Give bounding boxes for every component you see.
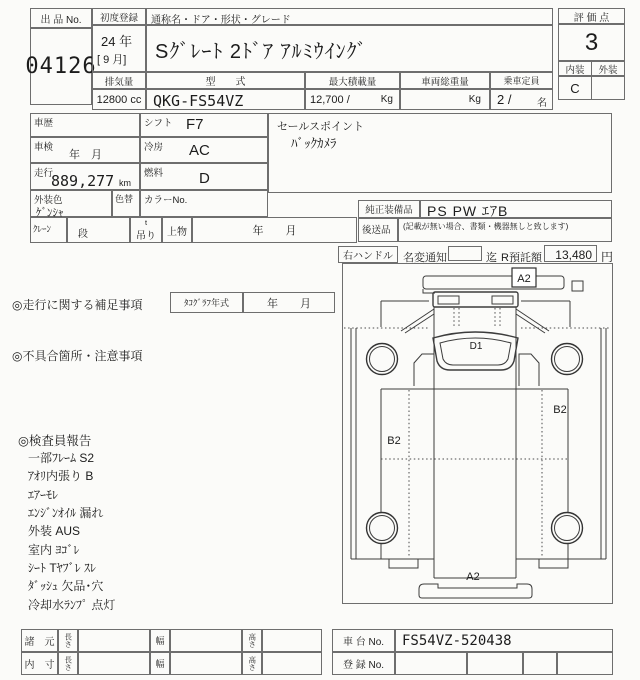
interior-header	[558, 61, 592, 76]
ext-color-value: ｹﾞﾝｼｬ	[36, 207, 64, 219]
first-reg-box	[92, 25, 146, 72]
defect-title: ◎不具合箇所・注意事項	[12, 349, 143, 363]
recycle-value: 13,480	[555, 248, 592, 262]
model-cell	[146, 89, 305, 110]
score-header	[558, 8, 625, 24]
interior-grade: C	[570, 80, 580, 96]
sales-point-box	[268, 113, 612, 193]
capacity-unit: 名	[537, 98, 547, 109]
first-reg-month: [ 9 月]	[97, 54, 127, 66]
capacity-header	[490, 72, 553, 89]
mileage-cell	[30, 163, 140, 190]
payload-header	[305, 72, 400, 89]
tacho-label: ﾀｺｸﾞﾗﾌ年式	[183, 298, 229, 308]
length-label: 長さ	[63, 633, 73, 648]
mileage-label: 走行	[34, 168, 54, 179]
fuel-cell	[140, 163, 268, 190]
wheel-rear-left	[367, 513, 398, 544]
reg-cell-1	[395, 652, 467, 675]
body-type-cell	[162, 217, 192, 243]
inspection-label: 車検	[34, 142, 54, 153]
history-cell	[30, 113, 140, 137]
first-reg-year: 24 年	[101, 34, 133, 49]
handle-label: 右ハンドル	[343, 251, 393, 262]
spec-width-header	[150, 629, 170, 652]
mud-flap-right	[539, 559, 568, 568]
oem-label: 純正装備品	[365, 205, 413, 216]
fuel-value: D	[199, 170, 210, 187]
sales-point-value: ﾊﾞｯｸｶﾒﾗ	[291, 136, 337, 151]
wheel-front-right	[552, 344, 583, 375]
length-label: 長さ	[63, 656, 73, 671]
cab-dotted-lines	[454, 308, 500, 327]
oem-value: PS PW ｴｱB	[427, 203, 509, 219]
displacement-label: 排気量	[104, 76, 134, 88]
inspector-item: ｴﾝｼﾞﾝｵｲﾙ 漏れ	[28, 506, 104, 520]
recycle-box	[544, 245, 597, 262]
exterior-label: 外装	[598, 64, 618, 76]
crane-lift-label: 吊り	[136, 231, 156, 242]
inspection-value: 年 月	[69, 149, 102, 161]
inner-width-cell	[170, 652, 242, 675]
vehicle-name-label: 通称名・ドア・形状・グレード	[151, 15, 291, 26]
recycle-label: R預託額	[501, 252, 542, 264]
payload-value: 12,700 /	[310, 94, 350, 106]
tacho-label-cell	[170, 292, 243, 313]
repaint-cell	[112, 190, 140, 217]
shift-value: F7	[186, 116, 204, 133]
fuel-label: 燃料	[144, 168, 164, 179]
vehicle-name-box	[146, 25, 553, 72]
oem-label-cell	[358, 200, 420, 218]
lot-no-box	[25, 28, 97, 105]
vehicle-name-header	[146, 8, 553, 25]
inspector-item: 外装 AUS	[28, 524, 81, 538]
cab-roof	[433, 292, 518, 307]
gvw-label: 車両総重量	[421, 76, 469, 88]
oem-value-cell	[420, 200, 612, 218]
inspector-item: 冷却水ﾗﾝﾌﾟ 点灯	[28, 598, 116, 612]
shift-cell	[140, 113, 268, 137]
front-bumper	[423, 276, 564, 289]
inspector-title: ◎検査員報告	[18, 434, 92, 448]
interior-label: 内装	[565, 64, 585, 76]
model-label: 型 式	[205, 77, 246, 88]
height-label: 高さ	[247, 633, 257, 648]
tacho-value: 年 月	[267, 297, 311, 310]
width-label: 幅	[155, 636, 165, 646]
later-label: 後送品	[362, 225, 391, 236]
lot-no-header	[30, 8, 92, 28]
damage-label-b2-left: B2	[387, 435, 401, 447]
payload-cell	[305, 89, 400, 110]
inner-row-label	[21, 652, 58, 675]
vehicle-name-value: Sｸﾞﾚｰﾄ 2ﾄﾞｱ ｱﾙﾐｳｲﾝｸﾞ	[155, 41, 368, 63]
reg-label-cell	[332, 652, 395, 675]
spec-label: 諸 元	[24, 637, 55, 648]
cab-window-left	[438, 296, 459, 304]
wheel-rear-right	[552, 513, 583, 544]
reg-cell-2	[467, 652, 523, 675]
inner-height-cell	[262, 652, 322, 675]
shoulder-lines	[381, 301, 570, 327]
capacity-label: 乗車定員	[503, 76, 540, 86]
name-change-box	[448, 246, 482, 261]
rear-bumper	[419, 584, 532, 598]
crane-step-cell	[67, 217, 130, 243]
mud-flap-left	[389, 559, 418, 568]
ext-color-cell	[30, 190, 112, 217]
inspection-cell	[30, 137, 140, 163]
reg-label: 登 録 No.	[342, 660, 385, 671]
inspector-item: ｴｱｰﾓﾚ	[28, 488, 59, 502]
history-label: 車歴	[34, 118, 54, 129]
later-note-cell	[398, 218, 612, 242]
spec-row-label	[21, 629, 58, 652]
gvw-unit: Kg	[468, 94, 481, 105]
lot-no-label: 出 品 No.	[40, 14, 82, 26]
cargo-dotted-lines	[381, 390, 568, 558]
width-label: 幅	[155, 659, 165, 669]
ac-label: 冷房	[144, 142, 164, 153]
crane-cell	[30, 217, 67, 243]
exterior-grade-cell	[591, 76, 625, 100]
score-box	[558, 24, 625, 61]
body-date-value: 年 月	[252, 225, 297, 237]
ext-color-label: 外装色	[34, 195, 63, 206]
cab-window-right	[492, 296, 513, 304]
yen-label: 円	[601, 250, 614, 264]
model-header	[146, 72, 305, 89]
inspector-item: ﾀﾞｯｼｭ 欠品･穴	[28, 579, 104, 593]
inspector-item: ｱｵﾘ内張り B	[28, 469, 94, 483]
crane-step-label: 段	[78, 229, 88, 240]
payload-label: 最大積載量	[328, 76, 377, 88]
ac-cell	[140, 137, 268, 163]
gvw-header	[400, 72, 490, 89]
height-label: 高さ	[247, 656, 257, 671]
spec-length-cell	[78, 629, 150, 652]
damage-label-d1: D1	[469, 341, 483, 352]
damage-label-a2-top: A2	[517, 273, 531, 285]
score-label: 評 価 点	[573, 12, 610, 24]
displacement-cell	[92, 89, 146, 110]
first-reg-label: 初度登録	[99, 12, 138, 24]
crane-label: ｸﾚｰﾝ	[33, 224, 52, 234]
mirror-arms	[401, 309, 549, 333]
wheel-front-left	[367, 344, 398, 375]
crane-ton-label: t	[145, 218, 148, 227]
score-value: 3	[584, 28, 599, 56]
inner-label: 内 寸	[24, 660, 55, 671]
vin-label-cell	[332, 629, 395, 652]
body-date-cell	[192, 217, 357, 243]
mileage-note-title: ◎走行に関する補足事項	[12, 298, 143, 312]
vehicle-diagram-box	[342, 263, 613, 604]
first-reg-header	[92, 8, 146, 25]
front-right-tab	[572, 281, 583, 291]
payload-unit: Kg	[380, 94, 393, 105]
vin-value: FS54VZ-520438	[402, 633, 512, 649]
damage-label-b2-right: B2	[553, 404, 567, 416]
later-note: (記載が無い場合、書類・機器無しと致します)	[403, 222, 569, 231]
repaint-label: 色替	[115, 194, 134, 204]
displacement-value: 12800 cc	[96, 93, 142, 106]
inner-length-header	[58, 652, 78, 675]
shift-label: シフト	[144, 118, 173, 129]
reg-cell-4	[557, 652, 613, 675]
ac-value: AC	[189, 142, 210, 159]
inspector-item: ｼｰﾄ Tﾔﾌﾞﾚ ｽﾚ	[28, 561, 96, 575]
later-label-cell	[358, 218, 398, 242]
inner-width-header	[150, 652, 170, 675]
body-type-label: 上物	[167, 226, 187, 238]
inner-height-header	[242, 652, 262, 675]
tacho-value-cell	[243, 292, 335, 313]
spec-length-header	[58, 629, 78, 652]
spec-height-header	[242, 629, 262, 652]
capacity-value: 2 /	[497, 92, 512, 107]
vin-value-cell	[395, 629, 613, 652]
inspector-item: 一部ﾌﾚｰﾑ S2	[28, 451, 95, 465]
inspector-item: 室内 ﾖｺﾞﾚ	[28, 543, 80, 557]
spec-width-cell	[170, 629, 242, 652]
name-change-label: 名変通知	[403, 252, 447, 264]
model-value: QKG-FS54VZ	[153, 92, 244, 110]
vin-label: 車 台 No.	[342, 637, 385, 648]
sales-point-title: セールスポイント	[277, 121, 365, 133]
truck-top-view-diagram	[343, 264, 612, 603]
damage-label-a2-bottom: A2	[466, 571, 480, 583]
capacity-cell	[490, 89, 553, 110]
reg-cell-3	[523, 652, 557, 675]
color-no-label: カラーNo.	[144, 195, 188, 206]
color-no-cell	[140, 190, 268, 217]
lot-no-value: 04126	[25, 54, 97, 79]
mileage-value: 889,277	[51, 172, 115, 190]
interior-grade-cell	[558, 76, 592, 100]
gvw-cell	[400, 89, 490, 110]
handle-box	[338, 246, 398, 263]
spec-height-cell	[262, 629, 322, 652]
until-label: 迄	[486, 252, 497, 264]
crane-lift-cell	[130, 217, 162, 243]
inner-length-cell	[78, 652, 150, 675]
mileage-unit: km	[119, 178, 131, 188]
displacement-header	[92, 72, 146, 89]
exterior-header	[591, 61, 625, 76]
